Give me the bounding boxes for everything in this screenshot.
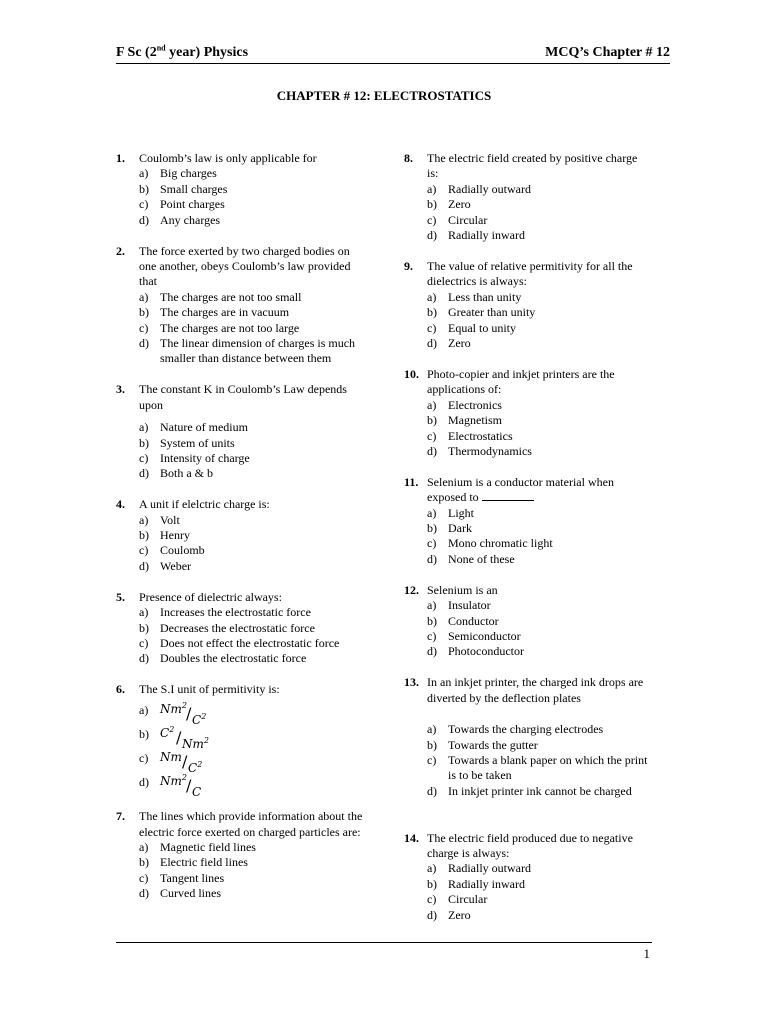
option-b: b) Decreases the electrostatic force [139, 620, 315, 635]
option-c: c) Coulomb [139, 543, 205, 558]
option-c: c) Does not effect the electrostatic force [139, 635, 340, 650]
header-left [116, 45, 248, 61]
question-number: 10. [404, 366, 419, 381]
question-number: 5. [116, 589, 125, 604]
question-text: Selenium is an [427, 582, 498, 597]
question-text: The value of relative permitivity for all the dielectrics is always: [427, 258, 633, 289]
option-a: a) Insulator [427, 598, 491, 613]
option-b: b) Conductor [427, 613, 499, 628]
header-chapter-label: MCQ’s Chapter # 12 [545, 45, 670, 60]
question-5 [116, 590, 368, 667]
right-column [404, 151, 650, 939]
option-c: c) Mono chromatic light [427, 536, 553, 551]
question-1 [116, 151, 368, 228]
option-a: a) Increases the electrostatic force [139, 605, 311, 620]
question-number: 2. [116, 243, 125, 258]
question-number: 13. [404, 675, 419, 690]
option-b: b) Magnetism [427, 413, 502, 428]
question-text: Photo-copier and inkjet printers are the applications of: [427, 366, 615, 397]
option-c: c) Intensity of charge [139, 450, 250, 465]
option-d: d) Thermodynamics [427, 443, 532, 458]
option-c: c) Nm / $C^2$ [139, 746, 368, 770]
question-text: The S.I unit of permitivity is: [139, 682, 280, 697]
option-d: d) In inkjet printer ink cannot be charged [427, 783, 632, 798]
question-13 [404, 675, 650, 815]
option-b: b) Small charges [139, 181, 228, 196]
header-course-suffix: year) Physics [165, 45, 249, 60]
option-c: c) Circular [427, 212, 488, 227]
option-b: b) Zero [427, 197, 471, 212]
option-a: a) Less than unity [427, 289, 522, 304]
option-d: d) Both a & b [139, 466, 213, 481]
page-number: 1 [643, 946, 650, 961]
option-d: d) The linear dimension of charges is much smaller than distance between them [139, 335, 356, 366]
option-d: d) None of these [427, 551, 515, 566]
option-c: c) Electrostatics [427, 428, 513, 443]
option-a: a) Big charges [139, 166, 217, 181]
unit-fraction: Nm$^2$ / $C^2$ [160, 700, 207, 727]
option-a: a) Nature of medium [139, 420, 248, 435]
option-c: c) Towards a blank paper on which the print is to be taken [427, 752, 648, 783]
unit-fraction: Nm$^2$ / C [160, 772, 202, 799]
question-12 [404, 583, 650, 660]
option-b: b) Radially inward [427, 876, 525, 891]
header-course-sup: nd [156, 43, 166, 53]
option-a: a) Electronics [427, 397, 502, 412]
unit-fraction: Nm / $C^2$ [160, 749, 203, 775]
question-3 [116, 382, 368, 481]
unit-fraction: $C^2$ / Nm$^2$ [160, 724, 209, 751]
left-column [116, 151, 368, 917]
header-course-prefix: F Sc (2 [116, 45, 157, 60]
answer-blank [482, 491, 534, 501]
question-number: 8. [404, 151, 413, 165]
option-a: a) Towards the charging electrodes [427, 722, 604, 737]
question-text: Selenium is a conductor material when exposed to [427, 474, 614, 505]
question-10 [404, 367, 650, 459]
option-d: d) Any charges [139, 212, 221, 227]
option-b: b) System of units [139, 435, 235, 450]
option-b: b) Henry [139, 528, 190, 543]
option-d: d) Zero [427, 335, 471, 350]
question-text: In an inkjet printer, the charged ink drops are diverted by the deflection plates [427, 675, 644, 705]
question-text: Coulomb’s law is only applicable for [139, 151, 317, 165]
option-b: b) The charges are in vacuum [139, 305, 290, 320]
question-number: 12. [404, 582, 419, 597]
option-a: a) Magnetic field lines [139, 840, 256, 854]
option-b: b) Electric field lines [139, 855, 248, 870]
option-a: a) Radially outward [427, 181, 531, 196]
question-number: 9. [404, 258, 413, 273]
question-number: 4. [116, 497, 125, 512]
option-d: d) Photoconductor [427, 644, 524, 659]
option-b: b) $C^2$ / Nm$^2$ [139, 722, 368, 746]
question-number: 11. [404, 474, 419, 489]
option-b: b) Greater than unity [427, 305, 536, 320]
option-d: d) Curved lines [139, 886, 221, 901]
question-6 [116, 682, 368, 799]
question-number: 6. [116, 682, 125, 697]
question-text: The constant K in Coulomb’s Law depends upon [139, 382, 347, 412]
chapter-title: CHAPTER # 12: ELECTROSTATICS [276, 88, 492, 103]
option-d: d) Doubles the electrostatic force [139, 651, 307, 666]
option-a: a) Radially outward [427, 861, 531, 876]
question-text: The electric field produced due to negative charge is always: [427, 830, 633, 861]
option-a: a) Light [427, 505, 474, 520]
option-c: c) Circular [427, 892, 488, 907]
option-c: c) Point charges [139, 197, 225, 212]
option-a: a) Nm$^2$ / $C^2$ [139, 698, 368, 722]
option-d: d) Zero [427, 907, 471, 922]
option-c: c) Equal to unity [427, 320, 516, 335]
option-d: d) Weber [139, 558, 192, 573]
question-text: The force exerted by two charged bodies on one another, obeys Coulomb’s law provided that [139, 243, 351, 289]
option-a: a) Volt [139, 512, 180, 527]
option-d: d) Nm$^2$ / C [139, 770, 368, 794]
question-number: 14. [404, 830, 419, 845]
question-text: The lines which provide information about the electric force exerted on charged particles are: [139, 809, 363, 839]
option-d: d) Radially inward [427, 228, 525, 243]
question-11 [404, 475, 650, 567]
option-b: b) Dark [427, 521, 472, 536]
question-number: 7. [116, 809, 125, 824]
option-c: c) Semiconductor [427, 628, 521, 643]
question-number: 3. [116, 382, 125, 397]
question-4 [116, 497, 368, 574]
question-text: Presence of dielectric always: [139, 589, 282, 604]
option-c: c) The charges are not too large [139, 320, 300, 335]
question-number: 1. [116, 151, 125, 165]
question-2 [116, 244, 368, 367]
question-14 [404, 831, 650, 923]
option-c: c) Tangent lines [139, 870, 225, 885]
question-8 [404, 151, 650, 243]
option-a: a) The charges are not too small [139, 289, 302, 304]
question-text: A unit if elelctric charge is: [139, 497, 270, 512]
option-b: b) Towards the gutter [427, 737, 538, 752]
question-9 [404, 259, 650, 351]
footer-divider [116, 942, 652, 943]
header-divider [116, 63, 670, 64]
question-text: The electric field created by positive charge is: [427, 151, 638, 181]
question-7 [116, 809, 368, 901]
